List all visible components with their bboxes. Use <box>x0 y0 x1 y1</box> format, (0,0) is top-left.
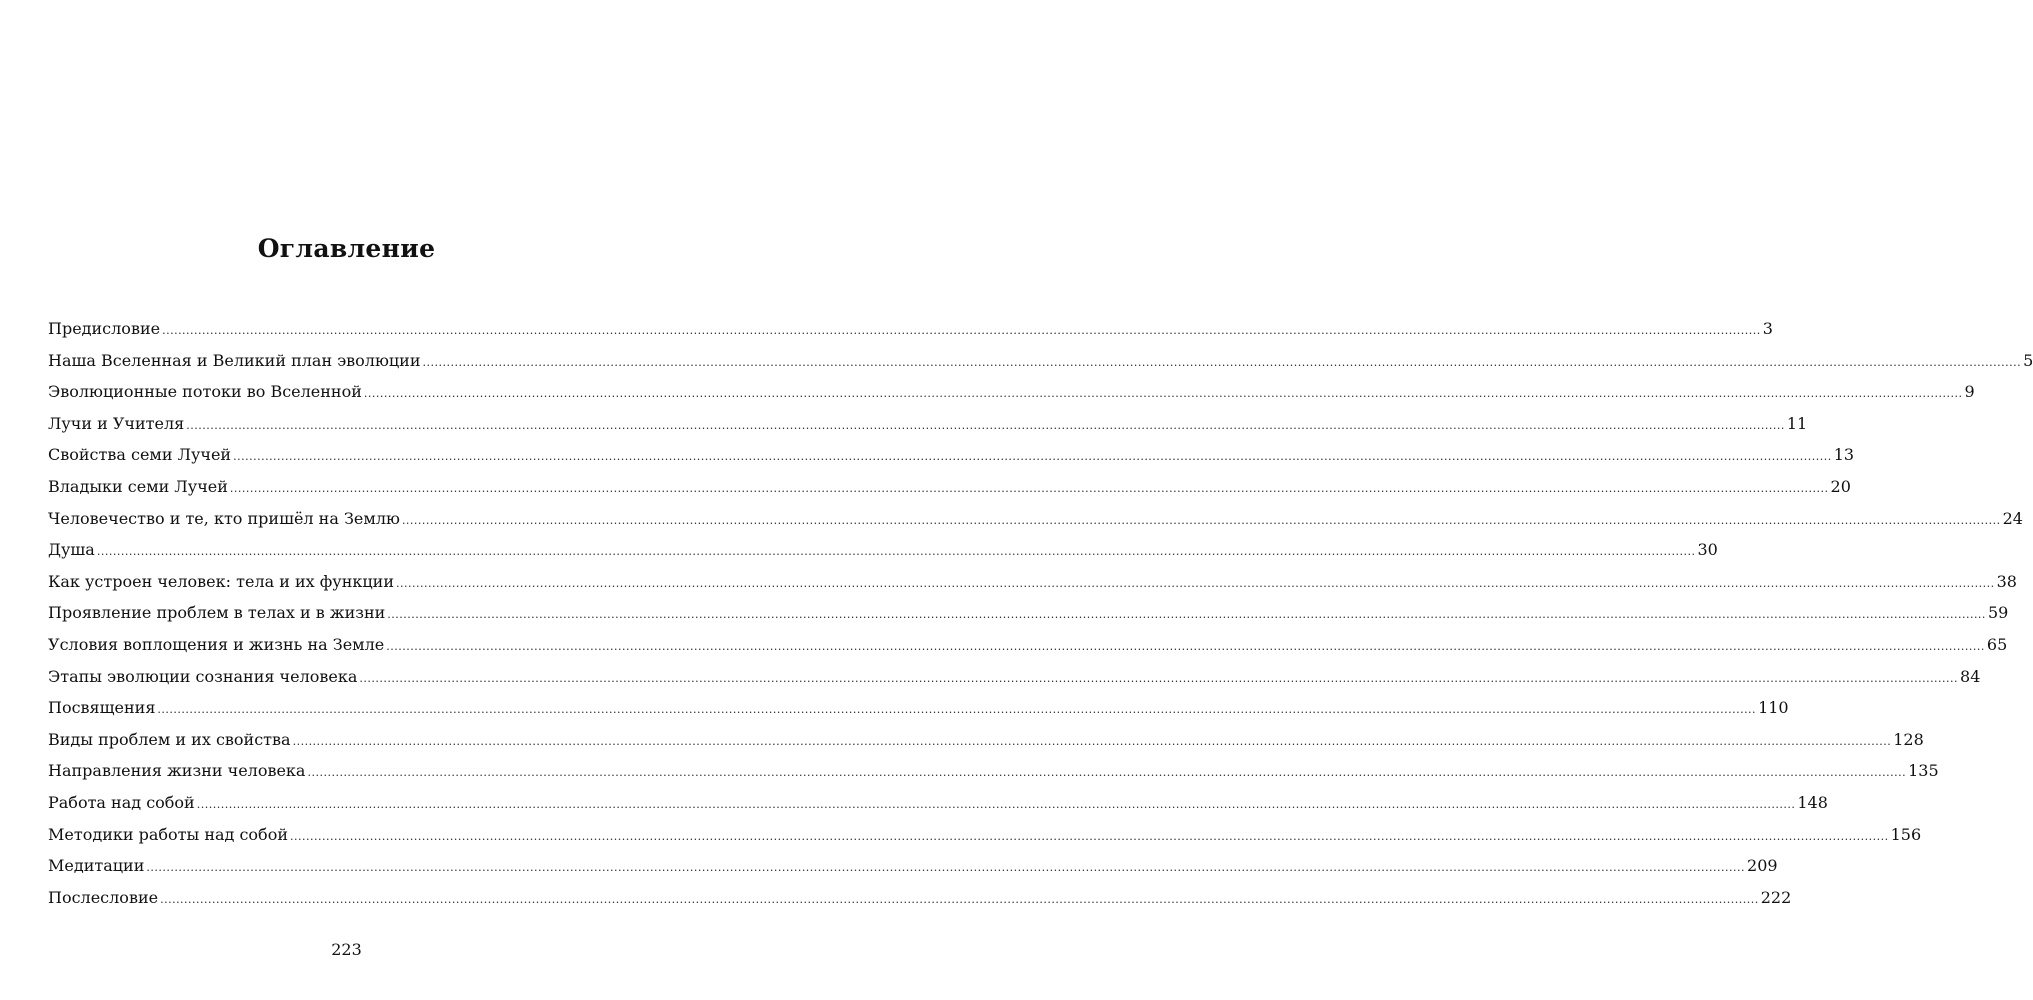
toc-dot-leader: ................................................................................................................................................................................................................................................................................................................................................................................................................ <box>386 639 1985 653</box>
toc-entry <box>48 471 1851 503</box>
toc-entry-title: Наша Вселенная и Великий план эволюции <box>48 350 421 370</box>
toc-dot-leader: ................................................................................................................................................................................................................................................................................................................................................................................................................ <box>186 418 1785 432</box>
toc-entry <box>48 439 1855 471</box>
toc-entry <box>48 629 2008 661</box>
toc-entry <box>48 692 1789 724</box>
toc-dot-leader: ................................................................................................................................................................................................................................................................................................................................................................................................................ <box>162 324 1761 337</box>
page-title: Оглавление <box>257 234 436 263</box>
toc-entry-title: Владыки семи Лучей <box>48 476 228 496</box>
toc-dot-leader: ................................................................................................................................................................................................................................................................................................................................................................................................................ <box>395 576 1995 590</box>
toc-entry-page: 128 <box>1893 729 1924 749</box>
toc-entry <box>48 534 1718 566</box>
toc-entry-page: 11 <box>1786 413 1808 433</box>
toc-entry-page: 20 <box>1830 476 1851 496</box>
toc-entry-title: Посвящения <box>48 698 156 718</box>
toc-entry <box>48 787 1828 819</box>
toc-entry-title: Эволюционные потоки во Вселенной <box>48 382 362 402</box>
table-of-contents <box>48 313 2033 913</box>
toc-entry <box>48 313 1773 345</box>
toc-entry <box>48 376 1975 408</box>
toc-entry-title: Условия воплощения и жизнь на Земле <box>48 634 385 654</box>
toc-entry-title: Виды проблем и их свойства <box>48 729 291 749</box>
toc-dot-leader: ................................................................................................................................................................................................................................................................................................................................................................................................................ <box>229 481 1829 495</box>
toc-dot-leader: ................................................................................................................................................................................................................................................................................................................................................................................................................ <box>307 766 1907 780</box>
toc-entry-title: Предисловие <box>48 319 161 338</box>
toc-entry-title: Направления жизни человека <box>48 761 306 781</box>
toc-entry-page: 3 <box>1762 319 1773 338</box>
toc-entry <box>48 755 1939 787</box>
toc-entry-page: 156 <box>1890 824 1922 844</box>
toc-entry-title: Как устроен человек: тела и их функции <box>48 571 394 591</box>
toc-entry-title: Работа над собой <box>48 792 195 812</box>
toc-dot-leader: ................................................................................................................................................................................................................................................................................................................................................................................................................ <box>292 734 1892 748</box>
toc-entry-title: Душа <box>48 540 95 560</box>
toc-entry-page: 59 <box>1987 603 2009 623</box>
toc-dot-leader: ................................................................................................................................................................................................................................................................................................................................................................................................................ <box>157 703 1757 717</box>
toc-entry-page: 30 <box>1697 540 1718 560</box>
toc-entry <box>48 503 2023 535</box>
toc-entry-title: Медитации <box>48 856 145 876</box>
toc-dot-leader: ................................................................................................................................................................................................................................................................................................................................................................................................................ <box>359 671 1959 685</box>
toc-entry-page: 222 <box>1760 887 1792 907</box>
toc-entry-title: Послесловие <box>48 887 159 907</box>
toc-entry-page: 148 <box>1797 792 1828 812</box>
toc-entry-page: 84 <box>1960 666 1981 686</box>
toc-dot-leader: ................................................................................................................................................................................................................................................................................................................................................................................................................ <box>387 608 1986 622</box>
page-number: 223 <box>331 940 362 959</box>
toc-entry <box>48 724 1924 756</box>
toc-entry <box>48 345 2033 377</box>
toc-entry <box>48 850 1778 882</box>
toc-dot-leader: ................................................................................................................................................................................................................................................................................................................................................................................................................ <box>146 861 1746 875</box>
toc-entry-page: 38 <box>1996 571 2017 591</box>
toc-dot-leader: ................................................................................................................................................................................................................................................................................................................................................................................................................ <box>422 355 2022 369</box>
toc-entry-title: Проявление проблем в телах и в жизни <box>48 603 386 623</box>
toc-entry-title: Этапы эволюции сознания человека <box>48 666 358 686</box>
toc-dot-leader: ................................................................................................................................................................................................................................................................................................................................................................................................................ <box>401 513 2001 527</box>
toc-entry-title: Свойства семи Лучей <box>48 445 232 465</box>
toc-dot-leader: ................................................................................................................................................................................................................................................................................................................................................................................................................ <box>363 387 1963 401</box>
toc-entry-page: 110 <box>1758 698 1789 718</box>
toc-entry-page: 5 <box>2023 350 2033 370</box>
toc-entry <box>48 408 1808 440</box>
toc-entry <box>48 566 2017 598</box>
toc-dot-leader: ................................................................................................................................................................................................................................................................................................................................................................................................................ <box>289 829 1889 843</box>
toc-entry-page: 24 <box>2002 508 2023 528</box>
toc-entry-page: 13 <box>1833 445 1855 465</box>
toc-entry-title: Лучи и Учителя <box>48 413 185 433</box>
toc-dot-leader: ................................................................................................................................................................................................................................................................................................................................................................................................................ <box>96 545 1696 559</box>
toc-entry-page: 209 <box>1747 856 1778 876</box>
toc-entry-page: 9 <box>1964 382 1975 402</box>
toc-entry-title: Человечество и те, кто пришёл на Землю <box>48 508 400 528</box>
toc-entry-page: 135 <box>1908 761 1939 781</box>
toc-entry <box>48 819 1922 851</box>
toc-dot-leader: ................................................................................................................................................................................................................................................................................................................................................................................................................ <box>233 450 1832 464</box>
toc-entry-title: Методики работы над собой <box>48 824 288 844</box>
toc-entry-page: 65 <box>1986 634 2008 654</box>
toc-entry <box>48 882 1792 914</box>
toc-dot-leader: ................................................................................................................................................................................................................................................................................................................................................................................................................ <box>160 892 1759 906</box>
toc-entry <box>48 661 1981 693</box>
toc-dot-leader: ................................................................................................................................................................................................................................................................................................................................................................................................................ <box>196 797 1796 811</box>
toc-entry <box>48 597 2009 629</box>
